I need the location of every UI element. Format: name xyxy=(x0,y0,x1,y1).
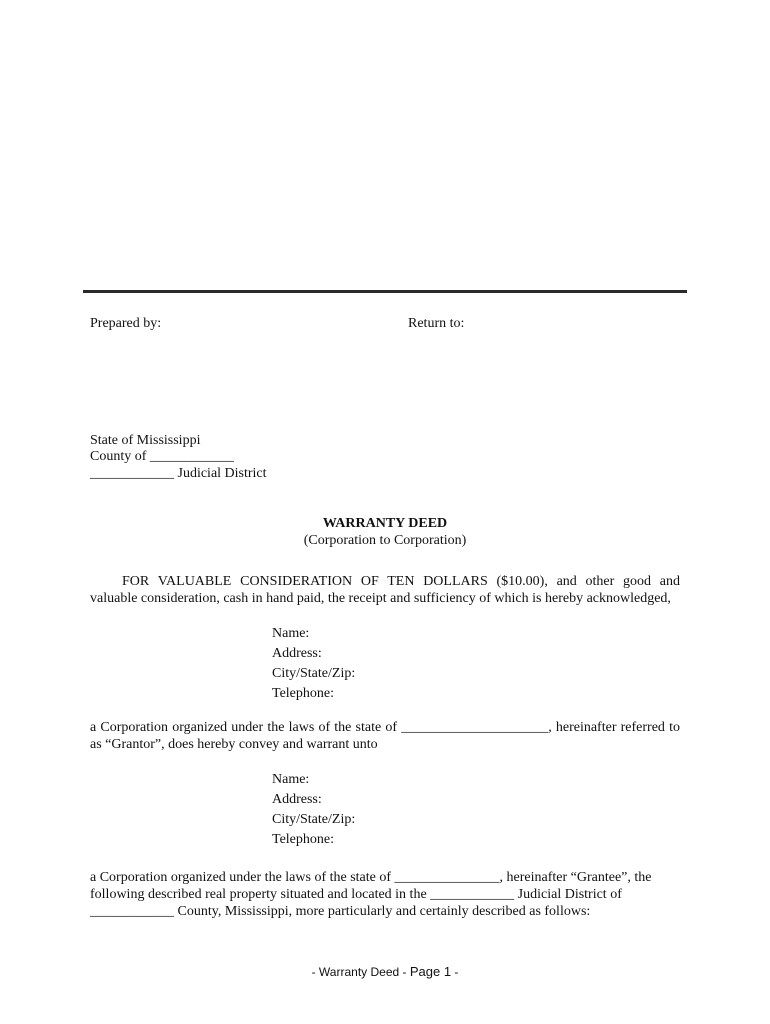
grantee-clause-line-2: following described real property situated and located in the ____________ Judicial District of xyxy=(90,887,622,902)
grantee-city-state-zip-label: City/State/Zip: xyxy=(272,812,356,827)
grantee-info-block xyxy=(272,770,355,850)
document-title: WARRANTY DEED xyxy=(322,516,448,531)
consideration-line-2: valuable consideration, cash in hand paid, the receipt and sufficiency of which is hereby acknowledged, xyxy=(90,591,671,606)
grantor-city-state-zip-label: City/State/Zip: xyxy=(272,666,356,681)
grantor-info-block xyxy=(272,624,355,704)
prepared-by-label: Prepared by: xyxy=(90,316,162,331)
footer-suffix: - xyxy=(451,965,459,979)
grantor-telephone-label: Telephone: xyxy=(272,686,334,701)
grantee-clause-line-1: a Corporation organized under the laws of the state of _______________, hereinafter “Grantee”, the xyxy=(90,870,652,885)
grantor-clause xyxy=(90,719,680,753)
footer-doc-name: - Warranty Deed - xyxy=(311,965,410,979)
consideration-line-1: FOR VALUABLE CONSIDERATION OF TEN DOLLARS ($10.00), and other good and xyxy=(122,574,680,589)
grantee-name-label: Name: xyxy=(272,772,310,787)
consideration-paragraph xyxy=(90,573,680,607)
grantee-telephone-label: Telephone: xyxy=(272,832,334,847)
grantor-name-label: Name: xyxy=(272,626,310,641)
county-line: County of ____________ xyxy=(90,449,234,464)
document-subtitle: (Corporation to Corporation) xyxy=(303,533,467,548)
return-to-label: Return to: xyxy=(408,316,465,331)
grantee-clause-line-3: ____________ County, Mississippi, more particularly and certainly described as follows: xyxy=(90,904,591,919)
grantor-address-label: Address: xyxy=(272,646,322,661)
page-footer xyxy=(0,964,770,979)
grantee-clause xyxy=(90,869,680,920)
grantor-clause-line-2: as “Grantor”, does hereby convey and warrant unto xyxy=(90,737,378,752)
state-line: State of Mississippi xyxy=(90,433,201,448)
header-divider xyxy=(83,290,687,293)
district-line: ____________ Judicial District xyxy=(90,466,267,481)
footer-page-number: Page 1 xyxy=(409,964,452,979)
grantee-address-label: Address: xyxy=(272,792,322,807)
grantor-clause-line-1: a Corporation organized under the laws of the state of _____________________, hereinafter referred to xyxy=(90,720,680,735)
